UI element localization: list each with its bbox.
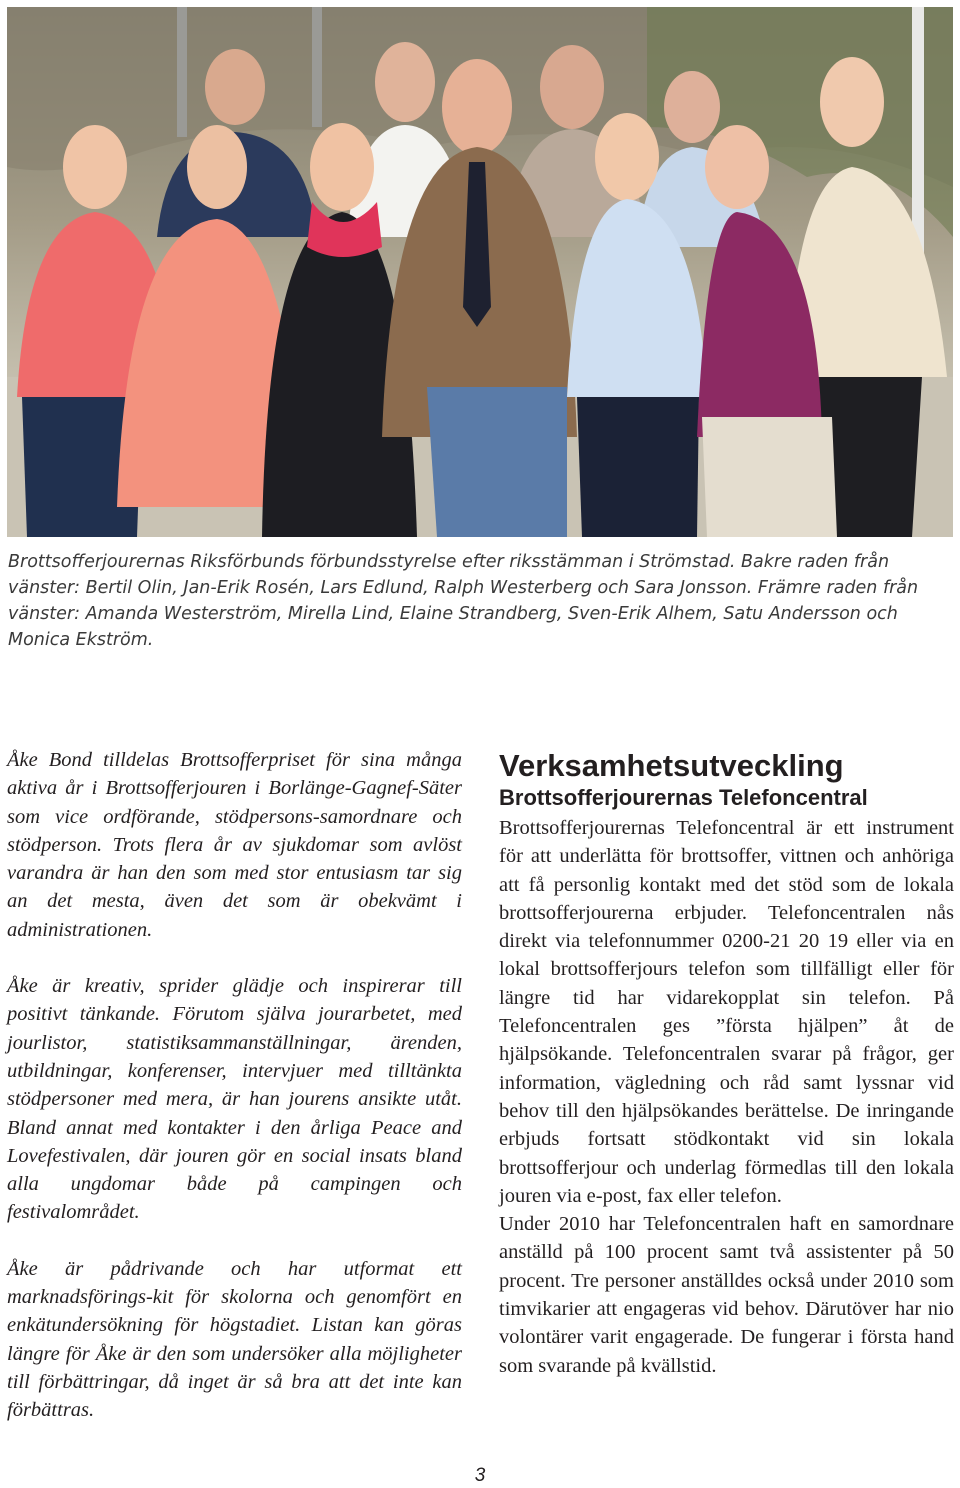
left-paragraph-3: Åke är pådrivande och har utformat ett marknadsförings-kit för skolorna och genomfört en enkätundersökning för högstadiet. Listan kan göras längre för Åke är den som undersöker alla möjligheter till förbättringar, då inget är så bra att det inte kan förbättras. [7, 1257, 462, 1422]
section-subheading: Brottsofferjourernas Telefoncentral [499, 785, 868, 810]
photo-caption: Brottsofferjourernas Riksförbunds förbundsstyrelse efter riksstämman i Strömstad. Bakre raden från vänster: Bertil Olin, Jan-Erik Rosén, Lars Edlund, Ralph Westerberg och Sara Jonsson. Främre raden från vänster: Amanda Westerström, Mirella Lind, Elaine Strandberg, Sven-Erik Alhem, Satu Andersson och Monica Ekström. [8, 552, 919, 650]
left-paragraph-1: Åke Bond tilldelas Brottsofferpriset för sina många aktiva år i Brottsofferjouren i Borlänge-Gagnef-Säter som vice ordförande, stödpersons-samordnare och stödperson. Trots flera år av sjukdomar som avlöst varandra är han den som med stor entusiasm tar sig an det mesta, även det som är obekvämt i administrationen. [7, 749, 462, 941]
left-paragraph-2: Åke är kreativ, sprider glädje och inspirerar till positivt tänkande. Förutom själva jourarbetet, med jourlistor, statistiksammanställningar, ärenden, utbildningar, konferenser, intervjuer med tilltänkta stödpersoner med mera, är han jourens ansikte utåt. Bland annat med kontakter i den årliga Peace and Lovefestivalen, där jouren gör en social insats bland alla ungdomar både på campingen och festivalområdet. [7, 975, 462, 1224]
right-paragraph-1: Brottsofferjourernas Telefoncentral är ett instrument för att underlätta för brottsoffer, vittnen och anhöriga att få personlig kontakt med det stöd som de lokala brottsofferjourerna erbjuder. Telefoncentralen nås direkt via telefonnummer 0200-21 20 19 eller via en lokal brottsofferjours telefon som tillfälligt eller för längre tid har vidarekopplat sin telefon. På Telefoncentralen ges ”första hjälpen” åt de hjälpsökande. Telefoncentralen svarar på frågor, ger information, vägledning och råd samt lyssnar vid behov till den hjälpsökandes berättelse. De inringande erbjuds fortsatt stödkontakt vid sin lokala brottsofferjour och underlag förmedlas till den lokala jouren via e-post, fax eller telefon. [499, 817, 954, 1207]
group-photo [7, 7, 953, 537]
left-column [7, 746, 462, 1453]
right-paragraph-2: Under 2010 har Telefoncentralen haft en samordnare anställd på 100 procent samt två assistenter på 50 procent. Tre personer anställdes också under 2010 som timvikarier att engageras vid behov. Därutöver har nio volontärer varit engagerade. De fungerar i första hand som svarande på kvällstid. [499, 1213, 954, 1377]
right-column [499, 748, 954, 1380]
section-heading: Verksamhetsutveckling [499, 748, 844, 783]
page-number: 3 [474, 1465, 486, 1486]
group-photo-icon [7, 7, 953, 537]
